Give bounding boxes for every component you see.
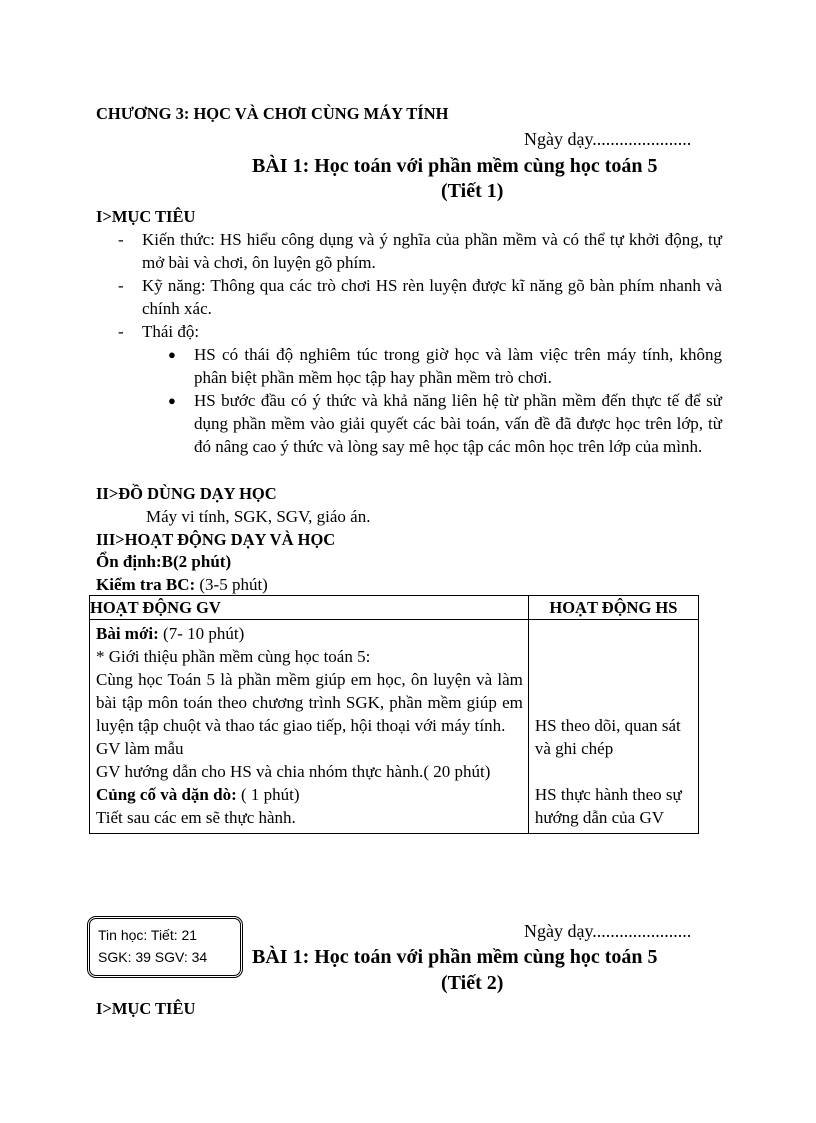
objectives-heading: I>MỤC TIÊU (96, 207, 196, 226)
demo-line: GV làm mẫu (96, 739, 184, 758)
bullet-icon: ● (168, 393, 176, 408)
stabilize-line: Ổn định:B(2 phút) (96, 552, 232, 571)
lesson-period: (Tiết 1) (441, 180, 504, 202)
info-line-period: Tin học: Tiết: 21 (98, 927, 198, 943)
student-activity: HS theo dõi, quan sát và ghi chép (534, 716, 681, 758)
col-header-hs: HOẠT ĐỘNG HS (528, 596, 698, 620)
lesson-info-box (87, 916, 243, 978)
attitude-item: ● HS bước đầu có ý thức và khả năng liên hệ từ phần mềm đến thực tế để sử dụng phần mềm vào giải quyết các bài toán, vấn đề đã được học trên lớp, từ đó nâng cao ý thức và lòng say mê học tập các môn học trên lớp của mình. (168, 391, 722, 456)
objectives-list (118, 228, 722, 343)
intro-line: * Giới thiệu phần mềm cùng học toán 5: (96, 647, 371, 666)
objective-knowledge: - Kiến thức: HS hiểu công dụng và ý nghĩa của phần mềm và có thể tự khởi động, tự mở bài và chơi, ôn luyện gõ phím. (118, 230, 722, 272)
teaching-date-label: Ngày dạy...................... (524, 129, 692, 149)
lesson-title: BÀI 1: Học toán với phần mềm cùng học toán 5 (252, 155, 658, 177)
dash-marker: - (118, 322, 124, 341)
materials-text: Máy vi tính, SGK, SGV, giáo án. (146, 507, 371, 526)
student-activity: HS thực hành theo sự hướng dẫn của GV (534, 785, 682, 827)
student-activities-cell (528, 620, 698, 834)
dash-marker: - (118, 230, 124, 249)
table-header-row (90, 596, 699, 620)
col-header-gv: HOẠT ĐỘNG GV (90, 596, 529, 620)
guide-line: GV hướng dẫn cho HS và chia nhóm thực hành.( 20 phút) (96, 762, 491, 781)
objective-attitude: - Thái độ: (118, 322, 200, 341)
dash-marker: - (118, 276, 124, 295)
check-line: Kiểm tra BC: (3-5 phút) (96, 575, 268, 594)
materials-heading: II>ĐỒ DÙNG DẠY HỌC (96, 484, 277, 503)
bullet-icon: ● (168, 347, 176, 362)
activities-heading: III>HOẠT ĐỘNG DẠY VÀ HỌC (96, 530, 336, 549)
info-line-pages: SGK: 39 SGV: 34 (98, 949, 208, 965)
teacher-activities-cell: Bài mới: (7- 10 phút) * Giới thiệu phần mềm cùng học toán 5: Cùng học Toán 5 là phần mềm giúp em học, ôn luyện và làm bài tập môn toán theo chương trình SGK, phần mềm giúp em luyện tập chuột và thao tác giao tiếp, hội thoại với máy tính. GV làm mẫu GV hướng dẫn cho HS và chia nhóm thực hành.( 20 phút) Củng cố và dặn dò: ( 1 phút) Tiết sau các em sẽ thực hành. (90, 620, 529, 834)
attitude-item: ● HS có thái độ nghiêm túc trong giờ học và làm việc trên máy tính, không phân biệt phần mềm học tập hay phần mềm trò chơi. (168, 345, 722, 387)
teaching-date-label-2: Ngày dạy...................... (524, 921, 692, 941)
next-lesson-line: Tiết sau các em sẽ thực hành. (96, 808, 296, 827)
objectives-heading-2: I>MỤC TIÊU (96, 999, 196, 1018)
activities-table (89, 595, 699, 834)
chapter-title: CHƯƠNG 3: HỌC VÀ CHƠI CÙNG MÁY TÍNH (96, 104, 449, 123)
description-text: Cùng học Toán 5 là phần mềm giúp em học, ôn luyện và làm bài tập môn toán theo chương trình SGK, phần mềm giúp em luyện tập chuột và thao tác giao tiếp, hội thoại với máy tính. (96, 670, 523, 735)
lesson-title-2: BÀI 1: Học toán với phần mềm cùng học toán 5 (252, 946, 658, 968)
objective-skills: - Kỹ năng: Thông qua các trò chơi HS rèn luyện được kĩ năng gõ bàn phím nhanh và chính xác. (118, 276, 722, 318)
lesson-period-2: (Tiết 2) (441, 972, 504, 994)
table-row (90, 620, 699, 834)
attitude-list (166, 343, 722, 458)
